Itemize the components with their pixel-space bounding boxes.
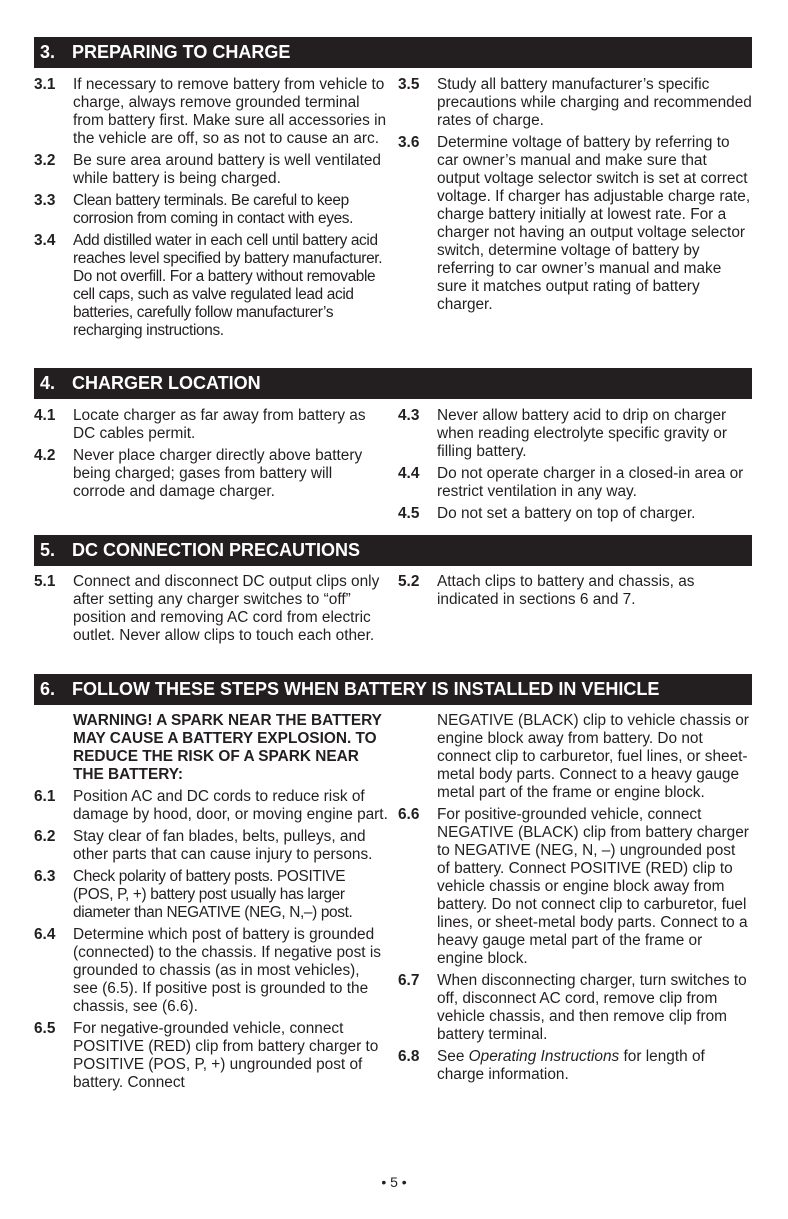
spark-warning: WARNING! A SPARK NEAR THE BATTERY MAY CAUSE A BATTERY EXPLOSION. TO REDUCE THE RISK OF A SPARK NEAR THE BATTERY:	[73, 712, 382, 783]
section-6-right-column	[398, 712, 752, 1088]
section-4-left-column	[34, 407, 388, 505]
list-item: 4.5 Do not set a battery on top of charger.	[398, 505, 696, 522]
list-item: 3.1 If necessary to remove battery from vehicle to charge, always remove grounded terminal from battery first. Make sure all accessories in the vehicle are off, so as not to cause an arc.	[34, 76, 387, 147]
section-title: DC CONNECTION PRECAUTIONS	[72, 540, 361, 560]
list-item: 5.1 Connect and disconnect DC output clips only after setting any charger switches to “off” position and removing AC cord from electric outlet. Never allow clips to touch each other.	[34, 573, 380, 644]
list-item: 6.2 Stay clear of fan blades, belts, pulleys, and other parts that can cause injury to persons.	[34, 828, 373, 863]
list-item: 4.3 Never allow battery acid to drip on charger when reading electrolyte specific gravity or filling battery.	[398, 407, 727, 460]
section-5-right-column	[398, 573, 752, 613]
list-item: 3.3 Clean battery terminals. Be careful to keep corrosion from coming in contact with eyes.	[34, 192, 354, 227]
section-header-dc-connection-precautions: 5. DC CONNECTION PRECAUTIONS	[34, 535, 752, 566]
list-item: 3.2 Be sure area around battery is well ventilated while battery is being charged.	[34, 152, 381, 187]
operating-instructions-reference: Operating Instructions	[468, 1048, 620, 1065]
item-6-5-continuation: NEGATIVE (BLACK) clip to vehicle chassis or engine block away from battery. Do not connect clip to carburetor, fuel lines, or sheet-metal body parts. Connect to a heavy gauge metal part of the frame or engine block.	[437, 712, 749, 801]
list-item: 4.2 Never place charger directly above battery being charged; gases from battery will corrode and damage charger.	[34, 447, 363, 500]
section-title: FOLLOW THESE STEPS WHEN BATTERY IS INSTALLED IN VEHICLE	[72, 679, 660, 699]
section-4-right-column	[398, 407, 752, 527]
list-item: 6.1 Position AC and DC cords to reduce risk of damage by hood, door, or moving engine part.	[34, 788, 388, 823]
list-item: 4.4 Do not operate charger in a closed-in area or restrict ventilation in any way.	[398, 465, 744, 500]
list-item: 6.3 Check polarity of battery posts. POSITIVE (POS, P, +) battery post usually has larger diameter than NEGATIVE (NEG, N,–) post.	[34, 868, 353, 921]
list-item: 3.4 Add distilled water in each cell until battery acid reaches level specified by battery manufacturer. Do not overfill. For a battery without removable cell caps, such as valve regulated lead acid batteries, carefully follow manufacturer’s recharging instructions.	[34, 232, 383, 339]
list-item: 6.4 Determine which post of battery is grounded (connected) to the chassis. If negative post is grounded to chassis (as in most vehicles), see (6.5). If positive post is grounded to the chassis, see (6.6).	[34, 926, 381, 1015]
section-header-battery-installed-in-vehicle: 6. FOLLOW THESE STEPS WHEN BATTERY IS INSTALLED IN VEHICLE	[34, 674, 752, 705]
list-item: 6.7 When disconnecting charger, turn switches to off, disconnect AC cord, remove clip from vehicle chassis, and then remove clip from battery terminal.	[398, 972, 747, 1043]
section-3-right-column	[398, 76, 752, 318]
section-title: CHARGER LOCATION	[72, 373, 261, 393]
list-item: 4.1 Locate charger as far away from battery as DC cables permit.	[34, 407, 366, 442]
section-title: PREPARING TO CHARGE	[72, 42, 291, 62]
list-item: 6.8 See Operating Instructions for length of charge information.	[398, 1048, 705, 1083]
section-header-preparing-to-charge: 3. PREPARING TO CHARGE	[34, 37, 752, 68]
section-6-left-column	[34, 712, 388, 1096]
section-header-charger-location: 4. CHARGER LOCATION	[34, 368, 752, 399]
section-5-left-column	[34, 573, 388, 649]
list-item: 5.2 Attach clips to battery and chassis, as indicated in sections 6 and 7.	[398, 573, 695, 608]
list-item: 3.5 Study all battery manufacturer’s specific precautions while charging and recommended rates of charge.	[398, 76, 752, 129]
list-item: 6.5 For negative-grounded vehicle, connect POSITIVE (RED) clip from battery charger to POSITIVE (POS, P, +) ungrounded post of battery. Connect	[34, 1020, 379, 1091]
section-3-left-column	[34, 76, 388, 344]
list-item: 6.6 For positive-grounded vehicle, connect NEGATIVE (BLACK) clip from battery charger to NEGATIVE (NEG, N, –) ungrounded post of battery. Connect POSITIVE (RED) clip to vehicle chassis or engine block away from battery. Do not connect clip to carburetor, fuel lines, or sheet-metal body parts. Connect to a heavy gauge metal part of the frame or engine block.	[398, 806, 749, 967]
page-number: • 5 •	[381, 1174, 407, 1190]
list-item: 3.6 Determine voltage of battery by referring to car owner’s manual and make sure that output voltage selector switch is set at correct voltage. If charger has adjustable charge rate, charge battery initially at lowest rate. For a charger not having an output voltage selector switch, determine voltage of battery by referring to car owner’s manual and make sure it matches output rating of battery charger.	[398, 134, 751, 313]
